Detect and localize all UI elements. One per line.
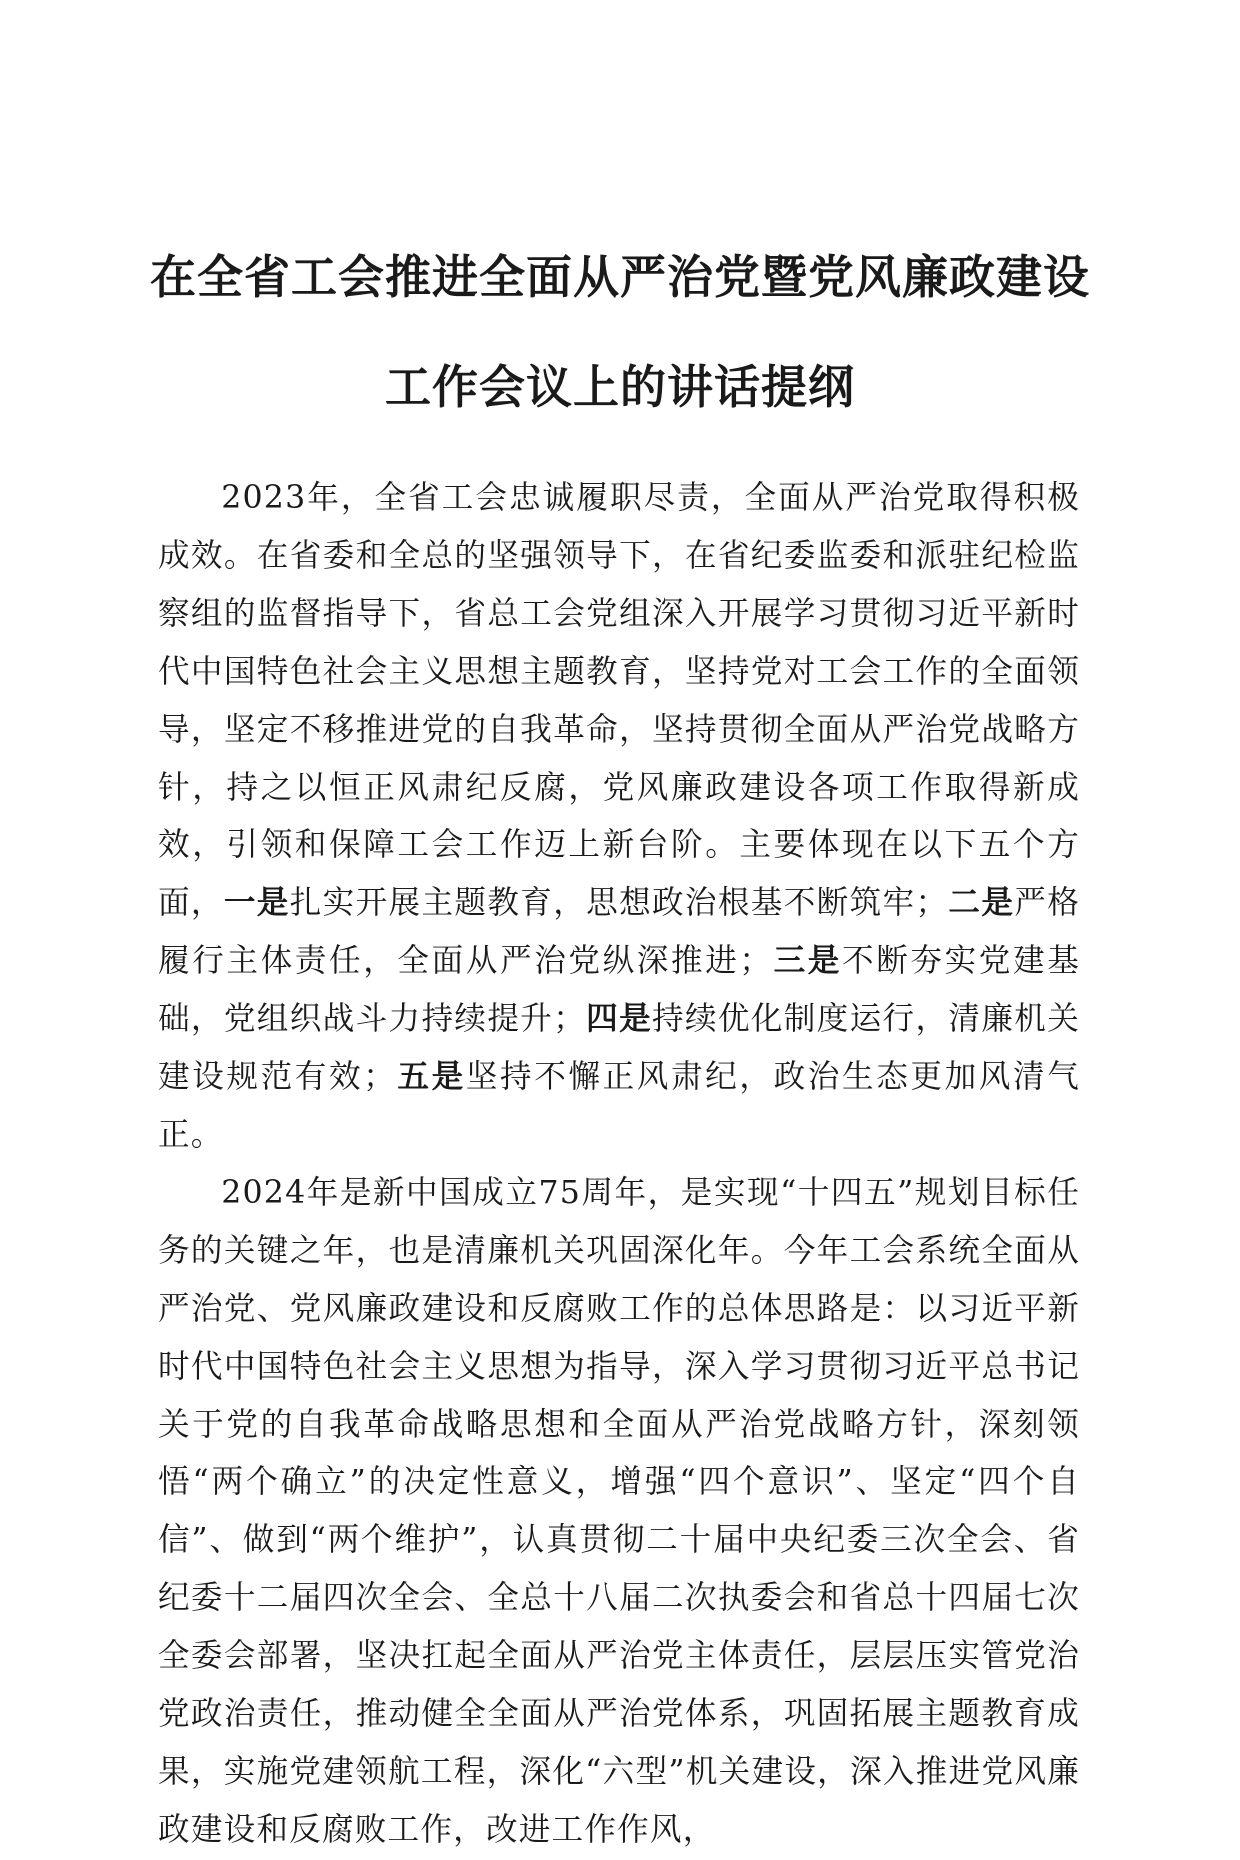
title-line-2: 工作会议上的讲话提纲 <box>385 360 855 414</box>
item-marker-2: 二是 <box>948 885 1015 922</box>
item-marker-1: 一是 <box>223 885 290 922</box>
paragraph-2023-summary <box>158 470 1080 1165</box>
item-marker-5: 五是 <box>396 1059 466 1096</box>
item-text-5: 坚持不懈正风肃纪，政治生态更加风清气正。 <box>158 1059 1080 1153</box>
paragraph-2024-plan: 2024年是新中国成立75周年，是实现“十四五”规划目标任务的关键之年，也是清廉机关巩固深化年。今年工会系统全面从严治党、党风廉政建设和反腐败工作的总体思路是：以习近平新时代中国特色社会主义思想为指导，深入学习贯彻习近平总书记关于党的自我革命战略思想和全面从严治党战略方针，深刻领悟“两个确立”的决定性意义，增强“四个意识”、坚定“四个自信”、做到“两个维护”，认真贯彻二十届中央纪委三次全会、省纪委十二届四次全会、全总十八届二次执委会和省总十四届七次全委会部署，坚决扛起全面从严治党主体责任，层层压实管党治党政治责任，推动健全全面从严治党体系，巩固拓展主题教育成果，实施党建领航工程，深化“六型”机关建设，深入推进党风廉政建设和反腐败工作，改进工作作风， <box>158 1174 1080 1848</box>
document-body <box>158 470 1080 1860</box>
item-text-4: 持续优化制度运行，清廉机关建设规范有效； <box>158 1001 1081 1096</box>
paragraph-intro-text: 2023年，全省工会忠诚履职尽责，全面从严治党取得积极成效。在省委和全总的坚强领导下，在省纪委监委和派驻纪检监察组的监督指导下，省总工会党组深入开展学习贯彻习近平新时代中国特色社会主义思想主题教育，坚持党对工会工作的全面领导，坚定不移推进党的自我革命，坚持贯彻全面从严治党战略方针，持之以恒正风肃纪反腐，党风廉政建设各项工作取得新成效，引领和保障工会工作迈上新台阶。主要体现在以下五个方面， <box>158 480 1080 922</box>
document-title <box>120 222 1120 442</box>
item-text-3: 不断夯实党建基础，党组织战斗力持续提升； <box>158 943 1080 1038</box>
item-marker-3: 三是 <box>772 943 842 980</box>
item-text-2: 严格履行主体责任，全面从严治党纵深推进； <box>158 885 1081 980</box>
item-marker-4: 四是 <box>586 1001 653 1038</box>
item-text-1: 扎实开展主题教育，思想政治根基不断筑牢； <box>289 885 949 922</box>
title-line-1: 在全省工会推进全面从严治党暨党风廉政建设 <box>150 250 1090 304</box>
